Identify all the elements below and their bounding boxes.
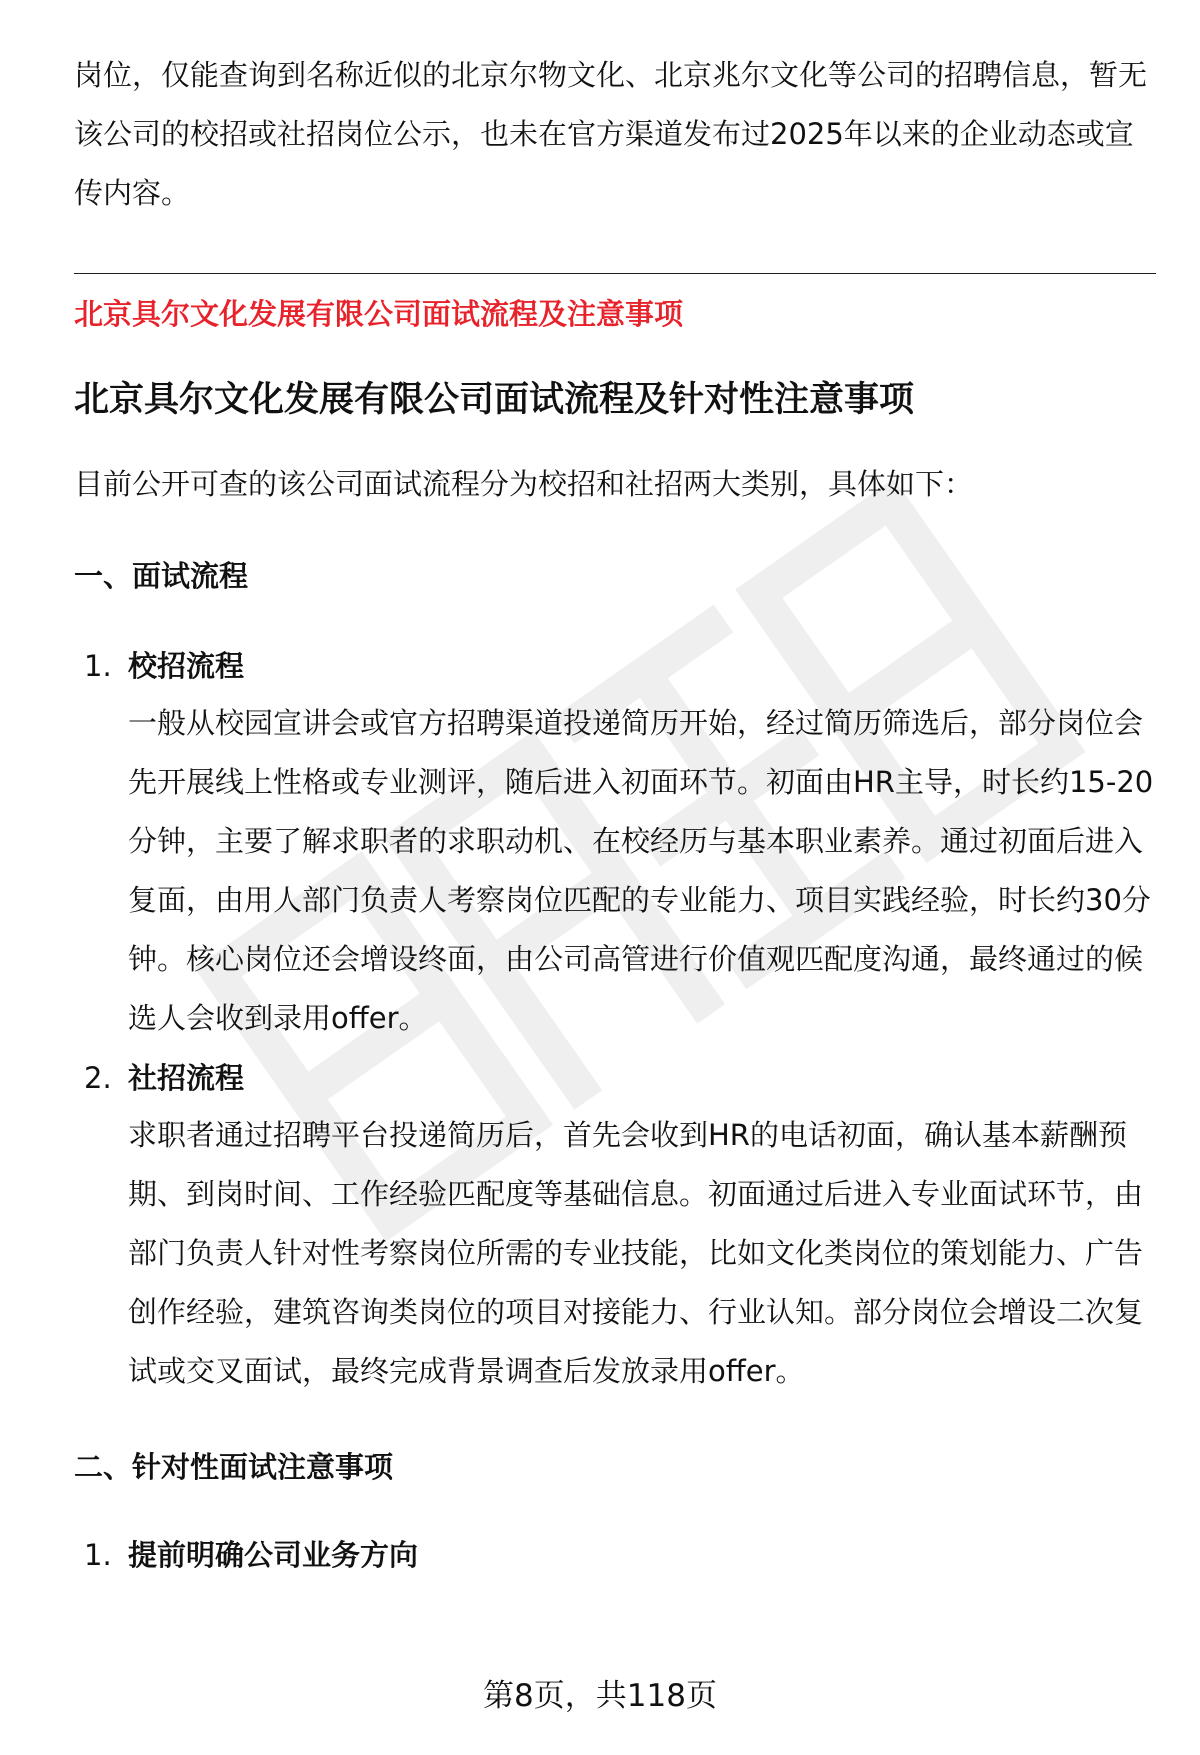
page-footer: 第8页，共118页 xyxy=(483,1678,717,1714)
list-item-number: 1. xyxy=(84,649,112,683)
list-item xyxy=(74,1058,1156,1401)
part1-heading: 一、面试流程 xyxy=(74,559,249,593)
list-item-body: 求职者通过招聘平台投递简历后，首先会收到HR的电话初面，确认基本薪酬预期、到岗时间、工作经验匹配度等基础信息。初面通过后进入专业面试环节，由部门负责人针对性考察岗位所需的专业技能，比如文化类岗位的策划能力、广告创作经验，建筑咨询类岗位的项目对接能力、行业认知。部分岗位会增设二次复试或交叉面试，最终完成背景调查后发放录用offer。 xyxy=(128,1118,1144,1388)
list-item xyxy=(74,1535,1156,1575)
list-item xyxy=(74,646,1156,1048)
interview-process-list xyxy=(74,646,1156,1401)
interview-tips-list xyxy=(74,1535,1156,1575)
section-divider xyxy=(74,273,1156,274)
list-item-title: 校招流程 xyxy=(128,649,245,683)
list-item-title: 社招流程 xyxy=(128,1061,245,1095)
part2-heading: 二、针对性面试注意事项 xyxy=(74,1450,394,1484)
list-item-number: 1. xyxy=(84,1538,112,1572)
lead-paragraph: 目前公开可查的该公司面试流程分为校招和社招两大类别，具体如下： xyxy=(74,467,974,501)
document-page xyxy=(74,46,1156,1575)
intro-paragraph: 岗位，仅能查询到名称近似的北京尔物文化、北京兆尔文化等公司的招聘信息，暂无该公司的校招或社招岗位公示，也未在官方渠道发布过2025年以来的企业动态或宣传内容。 xyxy=(74,58,1148,210)
section-red-title: 北京具尔文化发展有限公司面试流程及注意事项 xyxy=(74,297,684,331)
list-item-body: 一般从校园宣讲会或官方招聘渠道投递简历开始，经过简历筛选后，部分岗位会先开展线上性格或专业测评，随后进入初面环节。初面由HR主导，时长约15-20分钟，主要了解求职者的求职动机、在校经历与基本职业素养。通过初面后进入复面，由用人部门负责人考察岗位匹配的专业能力、项目实践经验，时长约30分钟。核心岗位还会增设终面，由公司高管进行价值观匹配度沟通，最终通过的候选人会收到录用offer。 xyxy=(128,706,1154,1035)
main-heading: 北京具尔文化发展有限公司面试流程及针对性注意事项 xyxy=(74,380,915,420)
list-item-title: 提前明确公司业务方向 xyxy=(128,1538,419,1572)
list-item-number: 2. xyxy=(84,1061,112,1095)
